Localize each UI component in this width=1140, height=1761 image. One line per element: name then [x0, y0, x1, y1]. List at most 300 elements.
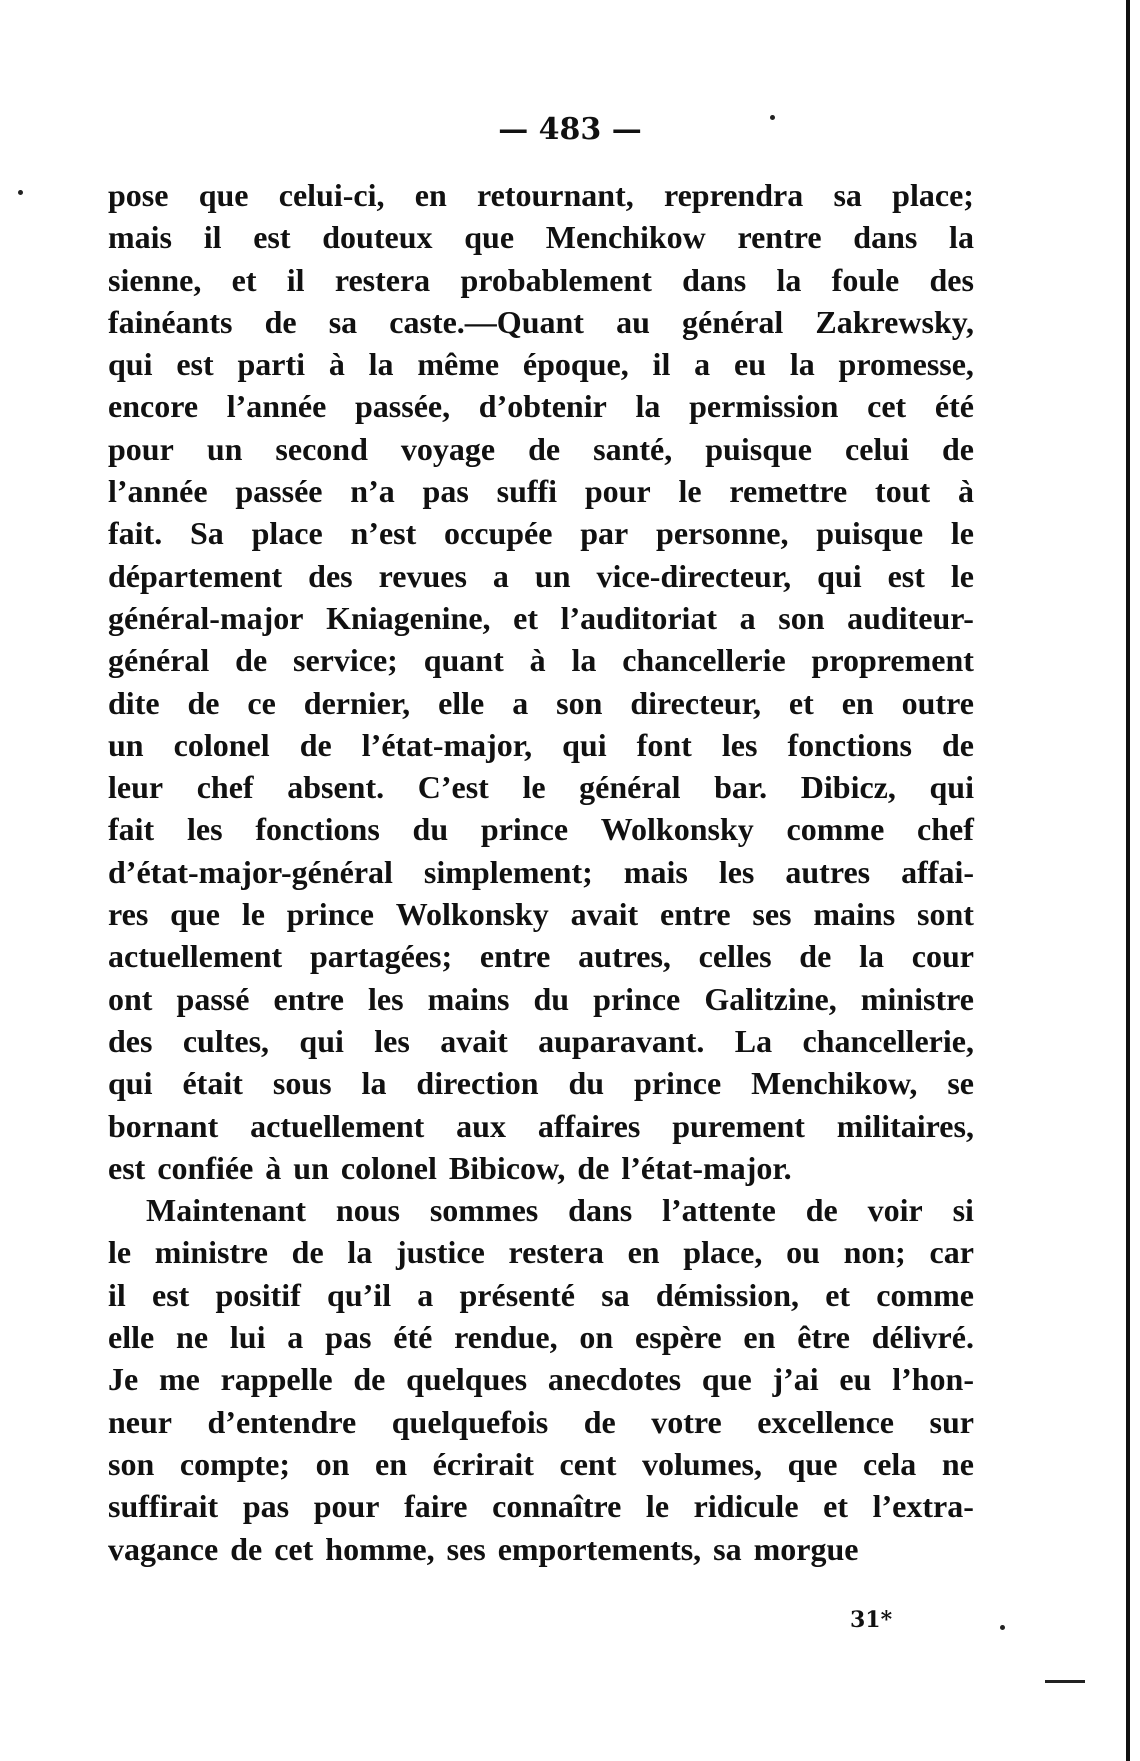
word: sienne,: [108, 261, 202, 298]
word: actuellement: [250, 1107, 425, 1144]
word: place,: [683, 1234, 763, 1271]
word: qui: [108, 346, 153, 383]
word: Wolkonsky: [395, 896, 549, 933]
word: l’année: [108, 473, 208, 510]
text-line: [108, 1231, 974, 1273]
word: me: [158, 1361, 200, 1398]
word: service;: [293, 642, 398, 679]
word: simplement;: [423, 853, 593, 890]
word: au: [616, 303, 650, 340]
word: anecdotes: [547, 1361, 682, 1398]
word: ont: [108, 980, 153, 1017]
word: d’obtenir: [478, 388, 607, 425]
word: caste.—Quant: [389, 303, 584, 340]
word: à: [265, 1149, 282, 1186]
word: le: [950, 515, 974, 552]
word: quelques: [406, 1361, 528, 1398]
word: et: [823, 1488, 848, 1525]
word: chef: [196, 769, 254, 806]
word: et: [231, 261, 257, 298]
word: dite: [108, 684, 160, 721]
word: un: [108, 726, 144, 763]
word: avait: [570, 896, 639, 933]
word: sur: [929, 1403, 974, 1440]
word: n’est: [350, 515, 417, 552]
page-number: — 483 —: [498, 112, 642, 147]
word: l’hon-: [892, 1361, 974, 1398]
word: quelquefois: [391, 1403, 549, 1440]
word: retournant,: [476, 177, 634, 213]
word: bornant: [108, 1107, 219, 1144]
text-line: [108, 893, 974, 935]
word: elle: [108, 1319, 155, 1356]
word: restera: [508, 1234, 604, 1271]
word: présenté: [459, 1276, 575, 1313]
word: dans: [568, 1192, 633, 1229]
word: délivré.: [871, 1319, 974, 1356]
word: celui-ci,: [278, 177, 385, 213]
word: comme: [786, 811, 885, 848]
word: cela: [863, 1445, 917, 1482]
word: général: [579, 769, 681, 806]
margin-dot: [1000, 1625, 1005, 1630]
word: Sa: [190, 515, 224, 552]
word: pour: [313, 1488, 380, 1525]
word: sont: [917, 896, 974, 933]
text-line: [108, 1485, 974, 1527]
word: que: [464, 219, 515, 256]
word: de: [941, 726, 974, 763]
word: prince: [634, 1065, 722, 1102]
word: auditeur-: [847, 599, 974, 636]
word: n’a: [350, 473, 395, 510]
word: de: [942, 430, 974, 467]
word: que: [787, 1445, 838, 1482]
word: Je: [108, 1361, 139, 1398]
word: directeur,: [630, 684, 761, 721]
word: pas: [325, 1319, 372, 1356]
word: il: [652, 346, 671, 383]
text-line: [108, 216, 974, 258]
word: Galitzine,: [704, 980, 837, 1017]
word: on: [315, 1445, 350, 1482]
word: à: [529, 642, 546, 679]
word: res: [108, 896, 149, 933]
word: la: [859, 938, 884, 975]
word: en: [414, 177, 447, 213]
word: bar.: [714, 769, 768, 806]
word: cultes,: [182, 1022, 270, 1059]
word: leur: [108, 769, 164, 806]
word: outre: [901, 684, 974, 721]
word: général-major: [108, 599, 304, 636]
word: personne,: [656, 515, 789, 552]
word: colonel: [173, 726, 270, 763]
word: les: [186, 811, 223, 848]
word: qui: [929, 769, 974, 806]
word: affai-: [901, 853, 974, 890]
word: aux: [456, 1107, 506, 1144]
word: cet: [274, 1530, 314, 1567]
margin-dash-mark: [1045, 1680, 1085, 1683]
word: être: [797, 1319, 850, 1356]
word: qui: [108, 1065, 153, 1102]
word: Kniagenine,: [326, 599, 491, 636]
word: auparavant.: [538, 1022, 705, 1059]
word: prince: [593, 980, 681, 1017]
word: est: [108, 1149, 146, 1186]
word: nous: [335, 1192, 400, 1229]
margin-dot: [18, 190, 23, 195]
word: puisque: [705, 430, 812, 467]
word: département: [108, 557, 283, 594]
word: la: [635, 388, 661, 425]
word: encore: [108, 388, 199, 425]
text-line: [108, 935, 974, 977]
word: les: [368, 980, 404, 1017]
word: même: [417, 346, 500, 383]
word: morgue: [753, 1530, 859, 1567]
word: remettre: [729, 473, 848, 510]
text-line: [108, 1358, 974, 1400]
word: qu’il: [327, 1276, 392, 1313]
word: place;: [892, 177, 974, 213]
word: lui: [229, 1319, 266, 1356]
word: sa: [601, 1276, 630, 1313]
word: cet: [867, 388, 907, 425]
word: chef: [917, 811, 974, 848]
word: fonctions: [255, 811, 380, 848]
word: entre: [479, 938, 551, 975]
word: dans: [853, 219, 918, 256]
word: voyage: [400, 430, 496, 467]
word: compte;: [179, 1445, 291, 1482]
word: Wolkonsky: [600, 811, 754, 848]
word: celles: [698, 938, 772, 975]
word: de: [577, 1149, 610, 1186]
word: voir: [867, 1192, 923, 1229]
word: parti: [237, 346, 305, 383]
word: connaître: [492, 1488, 622, 1525]
word: pas: [242, 1488, 290, 1525]
word: purement: [672, 1107, 805, 1144]
word: pour: [108, 430, 174, 467]
word: que: [198, 177, 249, 213]
word: a: [287, 1319, 304, 1356]
text-line: [108, 682, 974, 724]
word: de: [230, 1530, 263, 1567]
word: on: [579, 1319, 614, 1356]
word: les: [374, 1022, 410, 1059]
word: cour: [911, 938, 974, 975]
text-line: [108, 343, 974, 385]
word: était: [182, 1065, 243, 1102]
text-line: [108, 1274, 974, 1316]
word: pose: [108, 177, 169, 213]
word: elle: [438, 684, 485, 721]
word: se: [947, 1065, 974, 1102]
word: fait: [108, 811, 155, 848]
word: place: [251, 515, 323, 552]
word: est: [253, 219, 291, 256]
word: militaires,: [836, 1107, 974, 1144]
word: un: [534, 557, 571, 594]
word: à: [957, 473, 974, 510]
word: des: [929, 261, 974, 298]
word: été: [393, 1319, 433, 1356]
word: de: [583, 1403, 616, 1440]
text-line: [108, 1147, 974, 1189]
word: chancellerie,: [802, 1022, 974, 1059]
word: cent: [559, 1445, 617, 1482]
word: le: [950, 557, 974, 594]
word: la: [776, 261, 802, 298]
word: les: [718, 853, 755, 890]
text-line: [108, 259, 974, 301]
text-line: [108, 1528, 974, 1570]
word: puisque: [816, 515, 924, 552]
word: revues: [378, 557, 467, 594]
word: restera: [334, 261, 431, 298]
text-line: [108, 724, 974, 766]
word: faire: [404, 1488, 468, 1525]
word: vagance: [108, 1530, 219, 1567]
word: proprement: [811, 642, 974, 679]
word: excellence: [757, 1403, 894, 1440]
word: en: [841, 684, 874, 721]
word: dernier,: [303, 684, 411, 721]
word: non;: [843, 1234, 906, 1271]
word: justice: [395, 1234, 485, 1271]
text-line: [108, 512, 974, 554]
word: passée,: [354, 388, 451, 425]
word: ne: [176, 1319, 209, 1356]
word: il: [286, 261, 305, 298]
word: quant: [423, 642, 504, 679]
text-line: [108, 1020, 974, 1062]
word: un: [293, 1149, 329, 1186]
text-line: [108, 385, 974, 427]
word: l’état-major,: [361, 726, 533, 763]
word: mains: [813, 896, 896, 933]
word: son: [108, 1445, 155, 1482]
word: rendue,: [454, 1319, 558, 1356]
word: eu: [839, 1361, 872, 1398]
word: probablement: [460, 261, 652, 298]
word: confiée: [157, 1149, 254, 1186]
word: que: [170, 896, 220, 933]
word: de: [299, 726, 332, 763]
word: votre: [651, 1403, 722, 1440]
word: la: [347, 1234, 373, 1271]
word: C’est: [417, 769, 489, 806]
word: partagées;: [309, 938, 453, 975]
word: fainéants: [108, 303, 233, 340]
word: Zakrewsky,: [815, 303, 974, 340]
body-text: [108, 174, 974, 1570]
word: permission: [689, 388, 839, 425]
word: volumes,: [641, 1445, 762, 1482]
word: l’auditoriat: [560, 599, 718, 636]
word: en: [627, 1234, 660, 1271]
word: absent.: [287, 769, 385, 806]
word: ou: [786, 1234, 820, 1271]
word: a: [492, 557, 509, 594]
word: colonel: [340, 1149, 437, 1186]
word: la: [789, 346, 815, 383]
word: du: [412, 811, 449, 848]
word: j’ai: [772, 1361, 819, 1398]
page-edge-shadow: [1126, 0, 1130, 1761]
word: qui: [562, 726, 607, 763]
text-line: [108, 1316, 974, 1358]
word: santé,: [593, 430, 673, 467]
word: Maintenant: [146, 1192, 306, 1229]
word: rentre: [737, 219, 822, 256]
text-line: [108, 428, 974, 470]
word: du: [533, 980, 570, 1017]
word: fonctions: [787, 726, 912, 763]
word: sommes: [429, 1192, 539, 1229]
word: actuellement: [108, 938, 283, 975]
word: époque,: [522, 346, 629, 383]
word: est: [151, 1276, 190, 1313]
printer-signature: 31*: [850, 1607, 893, 1633]
word: l’état-major.: [621, 1149, 792, 1186]
word: affaires: [537, 1107, 641, 1144]
word: chancellerie: [622, 642, 786, 679]
text-line: [108, 1105, 974, 1147]
word: de: [353, 1361, 386, 1398]
word: Menchikow,: [751, 1065, 918, 1102]
word: mais: [108, 219, 172, 256]
word: a: [694, 346, 711, 383]
word: Bibicow,: [448, 1149, 566, 1186]
word: autres: [785, 853, 871, 890]
word: a: [417, 1276, 434, 1313]
word: espère: [635, 1319, 722, 1356]
text-line: [108, 1443, 974, 1485]
word: pour: [584, 473, 651, 510]
word: passé: [176, 980, 250, 1017]
word: d’état-major-général: [108, 853, 393, 890]
word: il: [108, 1276, 126, 1313]
text-line: [108, 1189, 974, 1231]
word: neur: [108, 1403, 172, 1440]
word: qui: [299, 1022, 344, 1059]
word: rappelle: [220, 1361, 333, 1398]
word: le: [678, 473, 702, 510]
word: ne: [941, 1445, 974, 1482]
word: général: [108, 642, 210, 679]
word: ministre: [860, 980, 974, 1017]
word: douteux: [322, 219, 433, 256]
word: mais: [623, 853, 688, 890]
word: entre: [273, 980, 344, 1017]
word: suffi: [496, 473, 558, 510]
word: autres,: [578, 938, 671, 975]
word: direction: [416, 1065, 539, 1102]
word: à: [328, 346, 345, 383]
word: des: [308, 557, 353, 594]
word: ses: [446, 1530, 486, 1567]
text-line: [108, 174, 974, 216]
word: eu: [733, 346, 766, 383]
word: suffirait: [108, 1488, 219, 1525]
word: comme: [876, 1276, 974, 1313]
word: de: [291, 1234, 324, 1271]
word: d’entendre: [207, 1403, 357, 1440]
word: les: [721, 726, 758, 763]
word: positif: [215, 1276, 301, 1313]
word: est: [887, 557, 925, 594]
word: le: [108, 1234, 132, 1271]
word: sous: [272, 1065, 332, 1102]
word: la: [361, 1065, 387, 1102]
word: promesse,: [838, 346, 974, 383]
word: le: [241, 896, 265, 933]
word: est: [176, 346, 214, 383]
text-line: [108, 639, 974, 681]
word: homme,: [325, 1530, 435, 1567]
word: son: [556, 684, 603, 721]
word: sa: [328, 303, 358, 340]
word: le: [645, 1488, 670, 1525]
word: prince: [286, 896, 374, 933]
word: en: [375, 1445, 408, 1482]
word: général: [681, 303, 784, 340]
word: font: [636, 726, 692, 763]
word: occupée: [444, 515, 553, 552]
word: si: [952, 1192, 974, 1229]
word: l’année: [226, 388, 327, 425]
word: en: [743, 1319, 776, 1356]
word: ministre: [154, 1234, 268, 1271]
word: pas: [422, 473, 469, 510]
word: second: [275, 430, 368, 467]
word: celui: [845, 430, 909, 467]
word: vice-directeur,: [596, 557, 792, 594]
word: emportements,: [497, 1530, 702, 1567]
word: il: [203, 219, 222, 256]
word: de: [187, 684, 220, 721]
word: de: [805, 1192, 838, 1229]
word: un: [206, 430, 243, 467]
word: de: [799, 938, 832, 975]
word: a: [512, 684, 529, 721]
text-line: [108, 555, 974, 597]
text-line: [108, 301, 974, 343]
word: l’extra-: [872, 1488, 974, 1525]
word: la: [571, 642, 597, 679]
text-line: [108, 766, 974, 808]
text-line: [108, 470, 974, 512]
word: des: [108, 1022, 153, 1059]
word: dans: [682, 261, 747, 298]
word: sa: [833, 177, 862, 213]
word: et: [788, 684, 814, 721]
word: ridicule: [693, 1488, 799, 1525]
text-line: [108, 597, 974, 639]
word: et: [825, 1276, 851, 1313]
word: le: [522, 769, 546, 806]
text-line: [108, 1401, 974, 1443]
word: foule: [831, 261, 900, 298]
word: entre: [660, 896, 731, 933]
word: car: [929, 1234, 974, 1271]
word: du: [568, 1065, 605, 1102]
text-line: [108, 851, 974, 893]
